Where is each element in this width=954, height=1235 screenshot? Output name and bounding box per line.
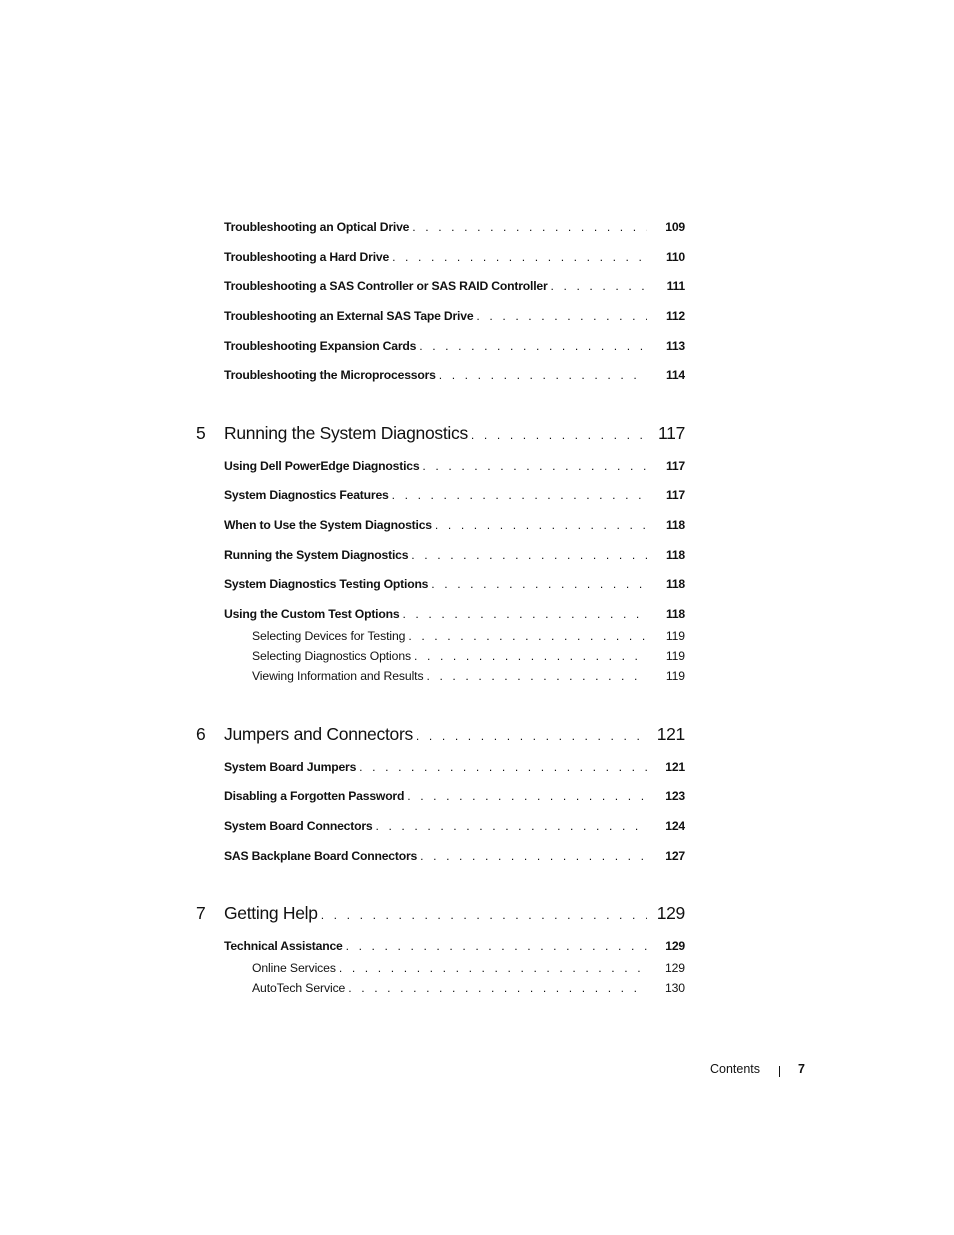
toc-entry[interactable]	[224, 607, 685, 621]
toc-entry-page: 121	[665, 760, 685, 774]
toc-entry-title: System Diagnostics Features	[224, 488, 389, 502]
dot-leader	[346, 939, 647, 953]
toc-subentry-page: 129	[664, 961, 685, 975]
dot-leader	[426, 669, 647, 683]
dot-leader	[359, 760, 647, 774]
toc-subentry-title: AutoTech Service	[252, 981, 346, 995]
toc-entry-page: 118	[665, 518, 685, 532]
dot-leader	[476, 309, 647, 323]
toc-chapter-5[interactable]	[196, 423, 685, 444]
toc-entry[interactable]	[224, 577, 685, 591]
dot-leader	[551, 279, 648, 293]
dot-leader	[348, 981, 647, 995]
chapter-page: 117	[658, 423, 685, 443]
toc-subentry[interactable]	[252, 629, 685, 643]
toc-entry-title: Disabling a Forgotten Password	[224, 789, 405, 803]
toc-subentry-title: Online Services	[252, 961, 336, 975]
toc-subentry-page: 119	[665, 669, 685, 683]
toc-subentry-title: Selecting Devices for Testing	[252, 629, 406, 643]
toc-entry-optical-drive[interactable]	[224, 220, 685, 234]
dot-leader	[419, 339, 647, 353]
toc-entry-title: Running the System Diagnostics	[224, 548, 409, 562]
toc-entry-title: Technical Assistance	[224, 939, 343, 953]
chapter-number: 6	[196, 724, 206, 744]
dot-leader	[392, 488, 647, 502]
toc-entry-page: 127	[665, 849, 685, 863]
chapter-number: 5	[196, 423, 206, 443]
toc-entry-page: 118	[665, 548, 685, 562]
dot-leader	[392, 250, 647, 264]
toc-entry-page: 124	[665, 819, 685, 833]
toc-entry-page: 109	[665, 220, 685, 234]
toc-entry-title: System Diagnostics Testing Options	[224, 577, 429, 591]
toc-subentry[interactable]	[252, 669, 685, 683]
dot-leader	[402, 607, 647, 621]
toc-entry[interactable]	[224, 459, 685, 473]
toc-subentry[interactable]	[252, 981, 685, 995]
toc-entry-page: 118	[665, 577, 685, 591]
footer-label: Contents	[710, 1062, 761, 1076]
toc-subentry-page: 130	[664, 981, 685, 995]
toc-entry-title: Troubleshooting the Microprocessors	[224, 368, 436, 382]
toc-entry-expansion-cards[interactable]	[224, 339, 685, 353]
toc-entry[interactable]	[224, 819, 685, 833]
toc-entry-page: 129	[665, 939, 685, 953]
chapter-number: 7	[196, 903, 206, 923]
dot-leader	[411, 548, 647, 562]
dot-leader	[431, 577, 647, 591]
footer-page-number: 7	[798, 1062, 805, 1076]
dot-leader	[435, 518, 647, 532]
toc-entry-title: Troubleshooting a SAS Controller or SAS RAID Controller	[224, 279, 548, 293]
dot-leader	[414, 649, 647, 663]
toc-entry-title: System Board Connectors	[224, 819, 373, 833]
toc-chapter-6[interactable]	[196, 724, 685, 745]
toc-entry-sas-tape-drive[interactable]	[224, 309, 685, 323]
dot-leader	[416, 729, 647, 743]
toc-entry-title: System Board Jumpers	[224, 760, 357, 774]
dot-leader	[339, 961, 647, 975]
toc-entry-page: 117	[665, 488, 685, 502]
toc-entry-title: Troubleshooting Expansion Cards	[224, 339, 417, 353]
toc-subentry[interactable]	[252, 961, 685, 975]
toc-entry-title: SAS Backplane Board Connectors	[224, 849, 418, 863]
toc-subentry-page: 119	[665, 629, 685, 643]
toc-subentry[interactable]	[252, 649, 685, 663]
chapter-title: Running the System Diagnostics	[224, 423, 468, 443]
toc-entry[interactable]	[224, 548, 685, 562]
toc-entry-page: 110	[665, 250, 685, 264]
toc-entry[interactable]	[224, 518, 685, 532]
toc-chapter-7[interactable]	[196, 903, 685, 924]
dot-leader	[412, 220, 647, 234]
chapter-title: Jumpers and Connectors	[224, 724, 413, 744]
toc-entry-page: 113	[665, 339, 685, 353]
toc-entry[interactable]	[224, 849, 685, 863]
toc-entry-title: When to Use the System Diagnostics	[224, 518, 432, 532]
toc-entry-title: Troubleshooting an Optical Drive	[224, 220, 410, 234]
page-footer	[700, 1062, 810, 1080]
toc-entry-page: 123	[665, 789, 685, 803]
toc-entry[interactable]	[224, 789, 685, 803]
toc-entry-hard-drive[interactable]	[224, 250, 685, 264]
toc-entry-page: 118	[665, 607, 685, 621]
dot-leader	[422, 459, 647, 473]
toc-subentry-title: Viewing Information and Results	[252, 669, 424, 683]
dot-leader	[420, 849, 647, 863]
toc-entry-microprocessors[interactable]	[224, 368, 685, 382]
footer-separator	[779, 1066, 780, 1077]
toc-entry[interactable]	[224, 760, 685, 774]
toc-entry-page: 111	[666, 279, 685, 293]
toc-entry-title: Using Dell PowerEdge Diagnostics	[224, 459, 420, 473]
toc-entry-title: Troubleshooting a Hard Drive	[224, 250, 390, 264]
toc-entry-page: 117	[665, 459, 685, 473]
toc-subentry-page: 119	[665, 649, 685, 663]
toc-entry-page: 114	[665, 368, 685, 382]
toc-entry-title: Using the Custom Test Options	[224, 607, 400, 621]
chapter-page: 121	[656, 724, 685, 744]
dot-leader	[321, 908, 647, 922]
dot-leader	[375, 819, 647, 833]
dot-leader	[471, 428, 647, 442]
toc-entry-page: 112	[665, 309, 685, 323]
dot-leader	[439, 368, 647, 382]
toc-entry[interactable]	[224, 488, 685, 502]
chapter-title: Getting Help	[224, 903, 318, 923]
chapter-page: 129	[656, 903, 685, 923]
toc-entry-sas-controller[interactable]	[224, 279, 685, 293]
toc-entry[interactable]	[224, 939, 685, 953]
dot-leader	[408, 629, 647, 643]
toc-entry-title: Troubleshooting an External SAS Tape Drive	[224, 309, 474, 323]
dot-leader	[407, 789, 647, 803]
toc-subentry-title: Selecting Diagnostics Options	[252, 649, 412, 663]
